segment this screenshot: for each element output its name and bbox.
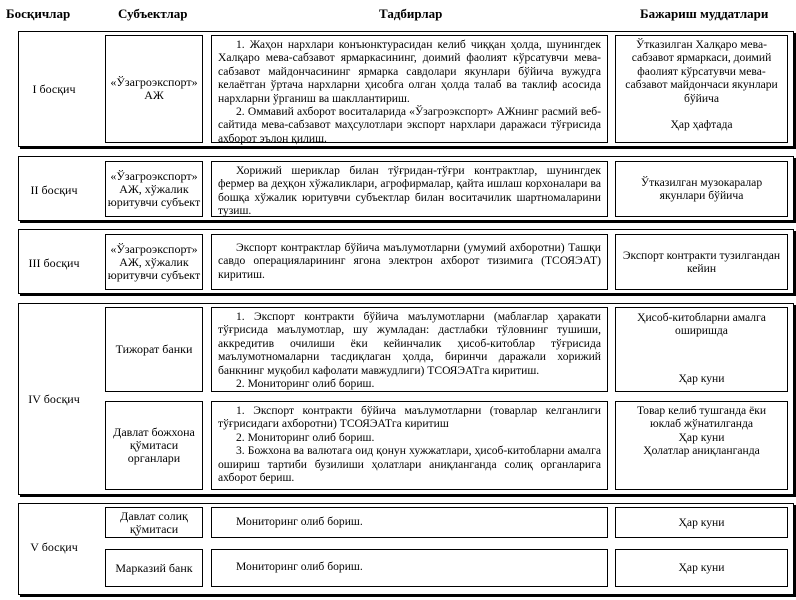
stage-1-actions [211,35,608,143]
stage-3-action: Экспорт контрактлар бўйича маълумотларни (умумий ахборотни) Ташқи савдо операцияларининг ягона электрон ахборот тизимига (ТСОЯЭАТ) киритиш. [218,241,601,281]
stage-5-cb-action: Мониторинг олиб бориш. [236,560,363,573]
stage-1-deadline-1: Ўтказилган Халқаро мева-сабзавот ярмаркаси, доимий фаолият кўрсатувчи мева-сабзавот майдончаси якунлари бўйича [625,38,778,105]
stage-4-customs-deadline-1: Товар келиб тушганда ёки юклаб жўнатилганда [636,404,767,431]
stage-1-subject-text: «Ўзагроэкспорт» АЖ [110,75,198,102]
stage-5-tax-subject [105,507,203,538]
stage-4-customs-action-1: 1. Экспорт контракти бўйича маълумотларни (товарлар келганлиги тўғрисидаги ахборотни) ТСОЯЭАТга киритиш [218,404,601,431]
header-actions: Тадбирлар [379,6,443,21]
header-stages: Босқичлар [6,6,71,21]
stage-2-action: Хорижий шериклар билан тўғридан-тўғри контрактлар, шунингдек фермер ва деҳқон хўжаликлари, агрофирмалар, қайта ишлаш корхоналари ва бошқа хўжалик юритувчи субъектлар билан воситачилик шартномаларини тузиш. [218,164,601,218]
stage-4-customs-actions [211,401,608,490]
stage-5-tax-actions [211,507,608,538]
stage-5-cb-actions [211,549,608,587]
stage-3-subject [105,234,203,290]
stage-3-deadlines [615,234,788,290]
stage-1-deadlines [615,35,788,143]
stage-5-tax-subject-text: Давлат солиқ қўмитаси [120,508,188,536]
stage-5-tax-action: Мониторинг олиб бориш. [236,515,363,528]
stage-5-cb-deadlines [615,549,788,587]
stage-4-bank-subject [105,307,203,392]
stage-1-action-1: 1. Жаҳон нархлари конъюнктурасидан келиб чиққан ҳолда, шунингдек Халқаро мева-сабзавот ярмаркасининг, доимий фаолият кўрсатувчи мева-сабзавот майдончасининг ярмарка савдолари якунлари бўйича вужудга келаётган ўртача нархларни ҳисобга олган ҳолда талаб ва таклиф асосида нархларни ўрганиш ва шакллантириш. [218,38,601,105]
stage-4-bank-deadlines [615,307,788,392]
stage-4-bank-deadline-1: Ҳисоб-китобларни амалга оширишда [637,311,766,338]
stage-5-tax-deadline: Ҳар куни [678,515,725,529]
stage-5-label: V босқич [30,540,78,554]
stage-4-customs-subject-text: Давлат божхона қўмитаси органлари [113,425,195,465]
header-deadlines: Бажариш муддатлари [640,6,769,21]
stage-4-bank-actions [211,307,608,392]
stage-4-customs-action-2: 2. Мониторинг олиб бориш. [236,430,375,444]
stage-2-actions [211,161,608,217]
stage-5-tax-deadlines [615,507,788,538]
stage-2-label: II босқич [30,183,78,197]
stage-4-customs-deadline-2: Ҳар куни [678,430,725,444]
stage-1-action-2: 2. Оммавий ахборот воситаларида «Ўзагроэкспорт» АЖнинг расмий веб-сайтида мева-сабзавот маҳсулотлари экспорт нархлари даражаси тўғрисида ахборот эълон қилиш. [218,105,601,145]
stage-4-customs-deadlines [615,401,788,490]
stage-2-deadline: Ўтказилган музокаралар якунлари бўйича [640,175,763,202]
stage-4-customs-action-3: 3. Божхона ва валютага оид қонун хужжатлари, ҳисоб-китобларни амалга ошириш тартиби бузилиши ҳолатлари аниқланганда солиқ органларига ахборот бериш. [218,444,601,485]
stage-1-subject [105,35,203,143]
stage-4-customs-deadline-3: Ҳолатлар аниқланганда [643,444,760,458]
stage-2-subject-text: «Ўзагроэкспорт» АЖ, хўжалик юритувчи субъект [107,168,201,209]
stage-3-label: III босқич [28,256,80,270]
stage-1-label: I босқич [32,82,76,96]
stage-4-label: IV босқич [28,392,80,406]
header-subjects: Субъектлар [118,6,188,21]
stage-1-deadline-2: Ҳар ҳафтада [670,118,733,132]
stage-5-cb-subject-text: Марказий банк [115,560,193,575]
stage-3-actions [211,234,608,290]
stage-4-bank-deadline-2: Ҳар куни [678,371,725,385]
stage-5-cb-deadline: Ҳар куни [678,561,725,575]
stage-5-cb-subject [105,549,203,587]
stage-3-deadline: Экспорт контракти тузилгандан кейин [622,248,781,275]
stage-4-customs-subject [105,401,203,490]
stage-4-bank-action-1: 1. Экспорт контракти бўйича маълумотларни (маблағлар ҳаракати тўғрисида маълумотлар, шу жумладан: дастлабки тўловнинг тушиши, аккредитив очилиши ёки кейинчалик ҳисоб-китоблар тўғрисида маълумотномаларни тасдиқлаган ҳолда, биринчи даражали хорижий банкнинг муқобил кафолати мавжудлиги) ТСОЯЭАТга киритиш. [218,310,601,377]
stage-3-subject-text: «Ўзагроэкспорт» АЖ, хўжалик юритувчи субъект [107,241,201,282]
stage-2-subject [105,161,203,217]
stage-4-bank-action-2: 2. Мониторинг олиб бориш. [236,377,375,391]
stage-4-bank-subject-text: Тижорат банки [115,342,193,356]
stage-2-deadlines [615,161,788,217]
